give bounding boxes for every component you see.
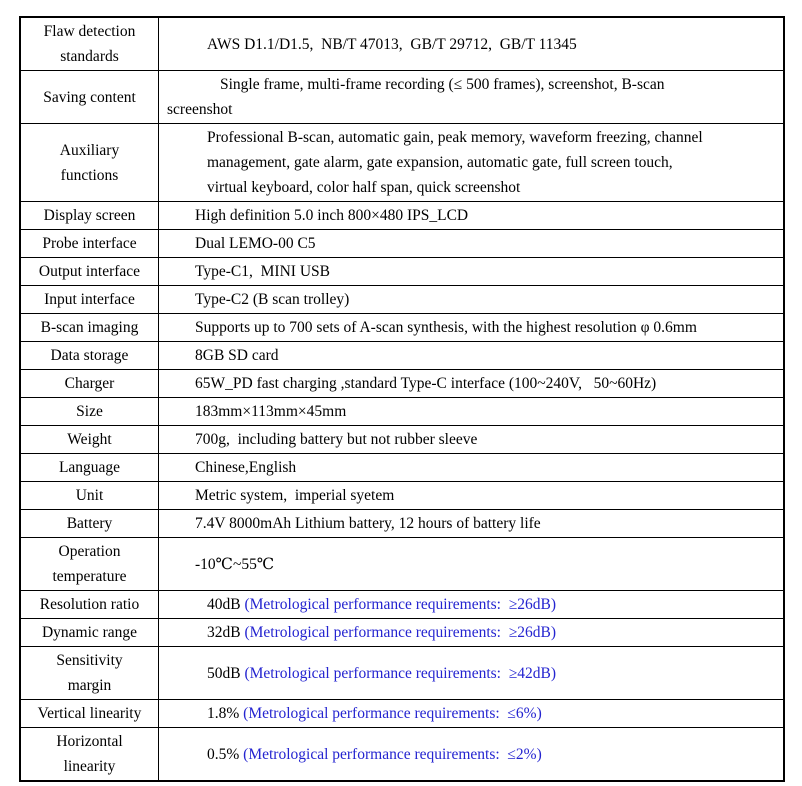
table-row	[20, 17, 784, 71]
row-label	[20, 71, 159, 124]
row-value	[159, 124, 785, 202]
table-row	[20, 591, 784, 619]
content-line	[165, 203, 779, 228]
spec-text: 700g, including battery but not rubber sleeve	[195, 431, 478, 448]
spec-text: High definition 5.0 inch 800×480 IPS_LCD	[195, 207, 469, 224]
content-line	[165, 511, 779, 536]
row-value	[159, 286, 785, 314]
row-value	[159, 370, 785, 398]
row-label	[20, 230, 159, 258]
content-line	[165, 287, 779, 312]
spec-text: 50dB	[207, 664, 245, 682]
content-line	[165, 399, 779, 424]
row-label-line: Flaw detection	[43, 23, 136, 40]
row-label	[20, 700, 159, 728]
content-line	[165, 32, 779, 57]
row-label	[20, 202, 159, 230]
metrology-requirement: (Metrological performance requirements: ≤6%)	[243, 705, 542, 722]
spec-text: Chinese,English	[195, 459, 297, 476]
row-label	[20, 728, 159, 782]
row-label-line: Display screen	[43, 207, 136, 224]
row-label-line: Resolution ratio	[39, 596, 140, 613]
row-value	[159, 71, 785, 124]
row-value	[159, 314, 785, 342]
spec-text: Professional B-scan, automatic gain, peak memory, waveform freezing, channel	[207, 129, 703, 146]
row-label	[20, 286, 159, 314]
spec-text: 32dB	[207, 624, 245, 641]
table-row	[20, 342, 784, 370]
row-label-line: Sensitivity	[56, 652, 123, 669]
row-label	[20, 314, 159, 342]
table-row	[20, 124, 784, 202]
row-label-line: Output interface	[38, 263, 141, 280]
spec-text: virtual keyboard, color half span, quick screenshot	[207, 179, 521, 196]
content-line	[165, 150, 779, 175]
content-line	[165, 701, 779, 726]
row-label-line: Vertical linearity	[37, 705, 142, 722]
specification-table-body	[20, 17, 784, 781]
row-label-line: Weight	[67, 431, 112, 448]
row-value	[159, 591, 785, 619]
table-row	[20, 538, 784, 591]
metrology-requirement: (Metrological performance requirements: ≥26dB)	[244, 596, 556, 613]
content-line	[165, 315, 779, 340]
row-value	[159, 454, 785, 482]
row-label-line: B-scan imaging	[40, 319, 139, 336]
row-label	[20, 426, 159, 454]
content-line	[165, 455, 779, 480]
table-row	[20, 71, 784, 124]
table-row	[20, 426, 784, 454]
row-label-line: temperature	[52, 568, 127, 585]
row-value	[159, 728, 785, 782]
spec-text: AWS D1.1/D1.5, NB/T 47013, GB/T 29712, GB/T 11345	[207, 35, 577, 53]
spec-text: Metric system, imperial syetem	[195, 487, 395, 504]
row-label-line: Auxiliary	[59, 141, 120, 159]
table-row	[20, 258, 784, 286]
content-line	[165, 72, 779, 97]
row-label-line: Data storage	[50, 347, 129, 364]
row-value	[159, 258, 785, 286]
row-label	[20, 398, 159, 426]
spec-text: 183mm×113mm×45mm	[195, 403, 347, 420]
table-row	[20, 482, 784, 510]
content-line	[165, 97, 779, 122]
content-line	[165, 620, 779, 645]
table-row	[20, 728, 784, 782]
table-row	[20, 454, 784, 482]
row-value	[159, 538, 785, 591]
table-row	[20, 230, 784, 258]
row-label-line: Horizontal	[56, 733, 123, 750]
row-label	[20, 510, 159, 538]
spec-text: 0.5%	[207, 745, 244, 763]
row-label-line: Battery	[66, 515, 113, 532]
spec-text: Type-C2 (B scan trolley)	[195, 291, 350, 308]
row-value	[159, 342, 785, 370]
spec-text: Type-C1, MINI USB	[195, 263, 330, 280]
row-label-line: Saving content	[43, 88, 136, 106]
table-row	[20, 370, 784, 398]
spec-text: management, gate alarm, gate expansion, automatic gate, full screen touch,	[207, 154, 673, 171]
spec-text: 7.4V 8000mAh Lithium battery, 12 hours of battery life	[195, 515, 541, 532]
content-line	[165, 125, 779, 150]
row-label-line: Charger	[64, 375, 115, 392]
spec-text: Single frame, multi-frame recording (≤ 500 frames), screenshot, B-scan	[220, 76, 665, 93]
row-label-line: Language	[58, 459, 121, 476]
row-label-line: linearity	[63, 758, 116, 775]
row-label	[20, 619, 159, 647]
content-line	[165, 427, 779, 452]
content-line	[165, 175, 779, 200]
row-value	[159, 398, 785, 426]
row-label-line: margin	[67, 677, 112, 694]
row-label	[20, 124, 159, 202]
spec-text: 40dB	[207, 596, 245, 613]
metrology-requirement: (Metrological performance requirements: ≤2%)	[243, 745, 542, 763]
spec-text: 1.8%	[207, 705, 244, 722]
spec-text: 8GB SD card	[195, 347, 279, 364]
row-value	[159, 230, 785, 258]
spec-text: -10℃~55℃	[195, 555, 275, 573]
row-label	[20, 591, 159, 619]
row-value	[159, 482, 785, 510]
row-label-line: Probe interface	[42, 235, 137, 252]
row-value	[159, 17, 785, 71]
table-row	[20, 314, 784, 342]
metrology-requirement: (Metrological performance requirements: ≥26dB)	[244, 624, 556, 641]
row-label	[20, 342, 159, 370]
specification-table	[19, 16, 785, 782]
row-value	[159, 202, 785, 230]
table-row	[20, 286, 784, 314]
spec-text: 65W_PD fast charging ,standard Type-C interface (100~240V, 50~60Hz)	[195, 375, 657, 392]
table-row	[20, 700, 784, 728]
table-row	[20, 647, 784, 700]
row-label-line: functions	[60, 166, 119, 184]
table-row	[20, 202, 784, 230]
row-label-line: Operation	[58, 543, 121, 560]
row-value	[159, 619, 785, 647]
row-label	[20, 538, 159, 591]
row-label	[20, 370, 159, 398]
content-line	[165, 343, 779, 368]
row-value	[159, 426, 785, 454]
content-line	[165, 592, 779, 617]
row-label-line: Dynamic range	[41, 624, 138, 641]
row-label	[20, 482, 159, 510]
row-label-line: Unit	[75, 487, 104, 504]
row-label	[20, 454, 159, 482]
row-label	[20, 258, 159, 286]
row-value	[159, 700, 785, 728]
content-line	[165, 371, 779, 396]
content-line	[165, 259, 779, 284]
row-label-line: standards	[60, 48, 119, 65]
spec-text: Supports up to 700 sets of A-scan synthesis, with the highest resolution φ 0.6mm	[195, 319, 697, 336]
content-line	[165, 231, 779, 256]
row-label	[20, 647, 159, 700]
row-value	[159, 647, 785, 700]
table-row	[20, 398, 784, 426]
row-label	[20, 17, 159, 71]
content-line	[165, 742, 779, 767]
table-row	[20, 510, 784, 538]
table-row	[20, 619, 784, 647]
content-line	[165, 552, 779, 577]
row-label-line: Input interface	[44, 291, 135, 308]
content-line	[165, 661, 779, 686]
row-value	[159, 510, 785, 538]
row-label-line: Size	[76, 403, 103, 420]
spec-text: screenshot	[167, 101, 233, 118]
content-line	[165, 483, 779, 508]
metrology-requirement: (Metrological performance requirements: ≥42dB)	[244, 664, 556, 682]
spec-text: Dual LEMO-00 C5	[195, 235, 316, 252]
